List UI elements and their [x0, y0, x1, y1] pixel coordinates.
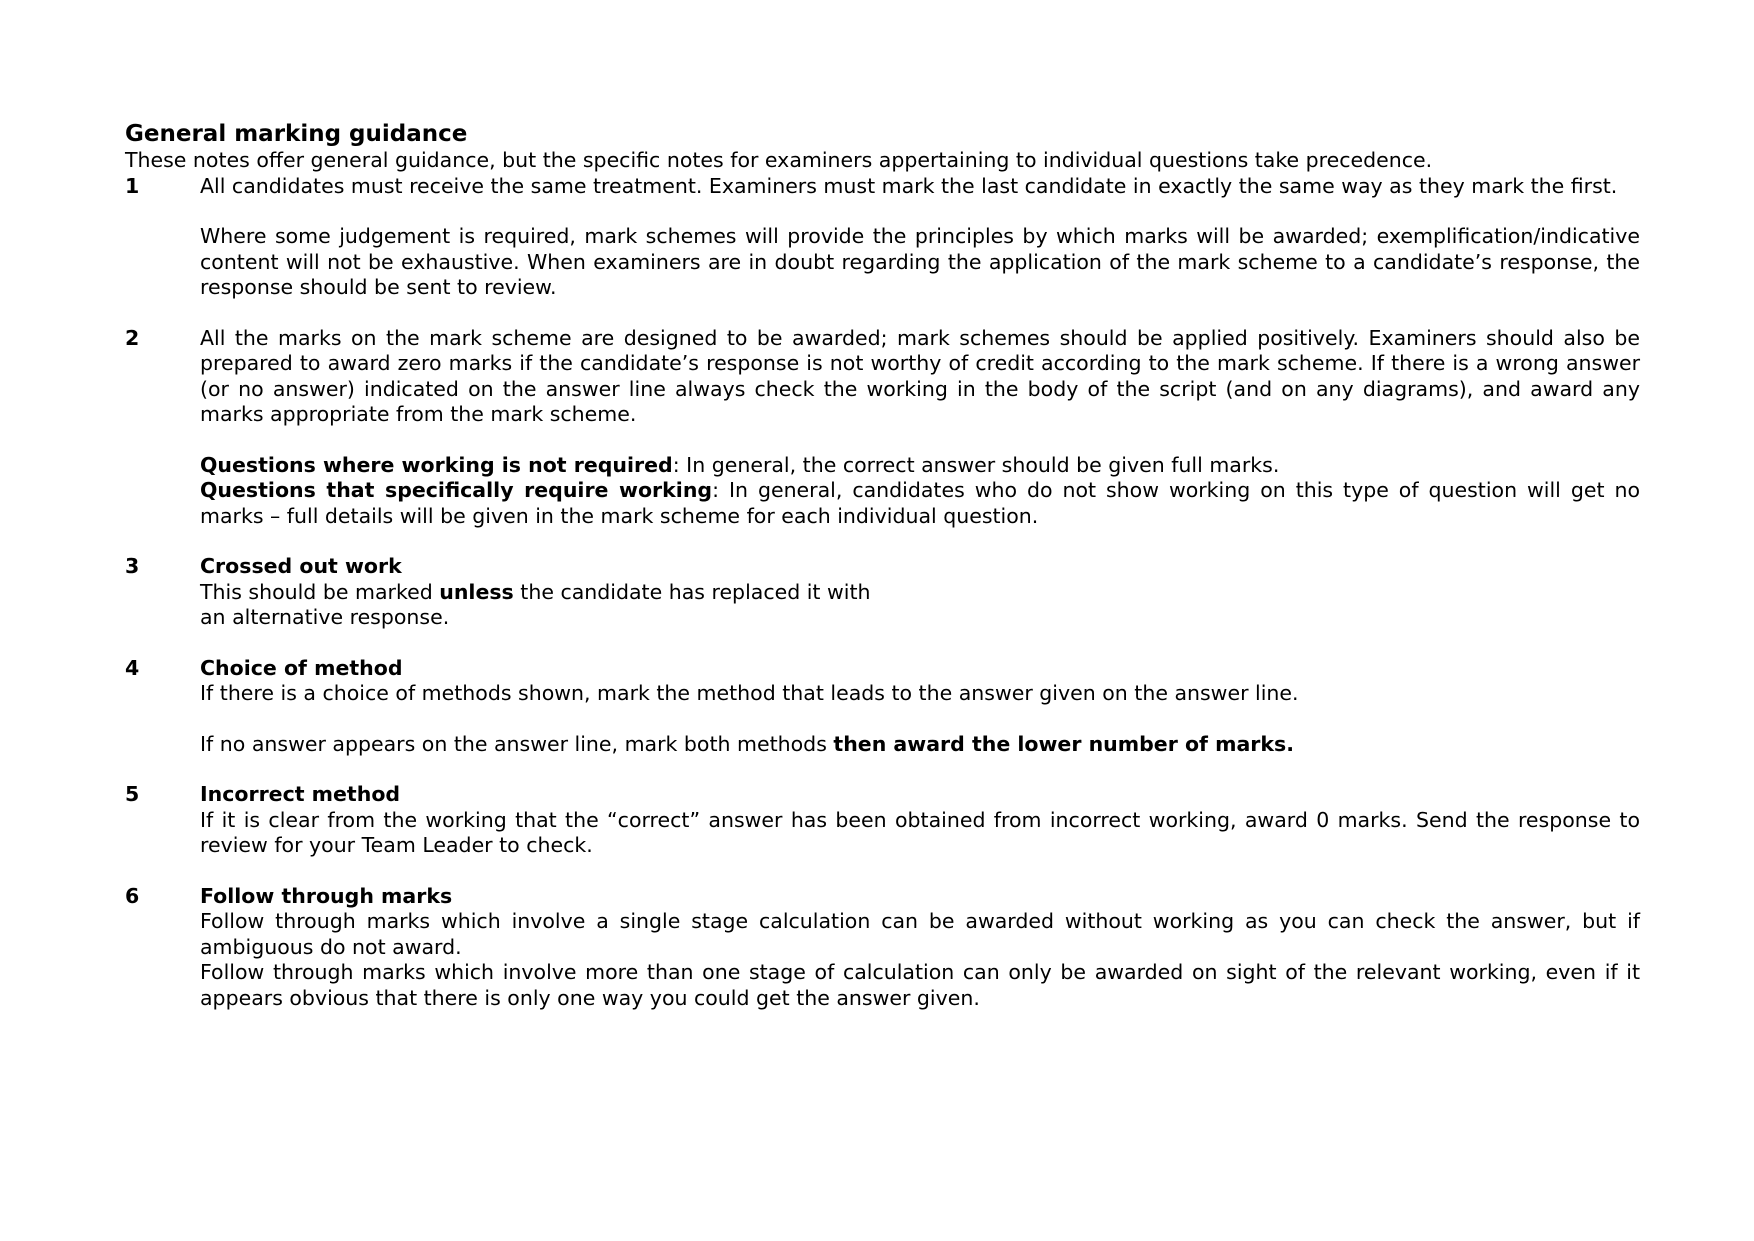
section-number: 6: [125, 883, 140, 908]
section-number: 4: [125, 655, 140, 680]
section-4-para-2: [200, 732, 1640, 758]
section-2: [125, 326, 1640, 530]
page-title: General marking guidance: [125, 121, 468, 147]
section-number: 1: [125, 173, 140, 198]
section-title: Incorrect method: [200, 782, 401, 806]
section-title: Follow through marks: [200, 883, 453, 908]
section-4-para-2-bold: then award the lower number of marks.: [833, 731, 1295, 756]
section-2-para-1: All the marks on the mark scheme are designed to be awarded; mark schemes should be applied positively. Examiners should also be prepared to award zero marks if the candidate’s response is not worthy of credit according to the mark scheme. If there is a wrong answer (or no answer) indicated on the answer line always check the working in the body of the script (and on any diagrams), and award any marks appropriate from the mark scheme.: [200, 325, 1640, 426]
section-2-working-required: [200, 478, 1640, 529]
section-number: 2: [125, 325, 140, 350]
section-3: [125, 554, 1640, 631]
section-3-text: [200, 580, 900, 631]
section-1-para-2: Where some judgement is required, mark schemes will provide the principles by which marks will be awarded; exemplification/indicative content will not be exhaustive. When examiners are in doubt regarding the application of the mark scheme to a candidate’s response, the response should be sent to review.: [200, 224, 1640, 299]
section-6-para-2: Follow through marks which involve more than one stage of calculation can only be awarded on sight of the relevant working, even if it appears obvious that there is only one way you could get the answer given.: [200, 960, 1640, 1010]
section-4-para-1: If there is a choice of methods shown, mark the method that leads to the answer given on the answer line.: [200, 681, 1299, 705]
section-3-text-after: the candidate has replaced it with an alternative response.: [200, 579, 871, 629]
working-required-text: : In general, candidates who do not show working on this type of question will get no marks – full details will be given in the mark scheme for each individual question.: [200, 478, 1640, 528]
section-3-text-before: This should be marked: [200, 579, 440, 604]
working-not-required-label: Questions where working is not required: [200, 452, 673, 477]
section-6-para-1: Follow through marks which involve a single stage calculation can be awarded without working as you can check the answer, but if ambiguous do not award.: [200, 909, 1640, 959]
section-2-working-not-required: [200, 453, 1640, 479]
section-1-para-1: All candidates must receive the same treatment. Examiners must mark the last candidate in exactly the same way as they mark the first.: [200, 173, 1618, 198]
section-3-text-bold: unless: [439, 579, 514, 604]
section-6: [125, 884, 1640, 1012]
section-1: [125, 174, 1640, 301]
working-not-required-text: : In general, the correct answer should be given full marks.: [672, 452, 1280, 477]
section-4: [125, 656, 1640, 758]
intro-text: These notes offer general guidance, but the specific notes for examiners appertaining to individual questions take precedence.: [125, 148, 1433, 172]
section-number: 3: [125, 554, 140, 578]
section-4-para-2-text: If no answer appears on the answer line, mark both methods: [200, 731, 834, 756]
document-page: [125, 120, 1640, 1036]
section-5: [125, 782, 1640, 859]
working-required-label: Questions that specifically require working: [200, 478, 713, 502]
section-5-para-1: If it is clear from the working that the “correct” answer has been obtained from incorrect working, award 0 marks. Send the response to review for your Team Leader to check.: [200, 807, 1640, 857]
section-title: Crossed out work: [200, 554, 402, 578]
section-title: Choice of method: [200, 655, 403, 680]
section-number: 5: [125, 782, 140, 806]
